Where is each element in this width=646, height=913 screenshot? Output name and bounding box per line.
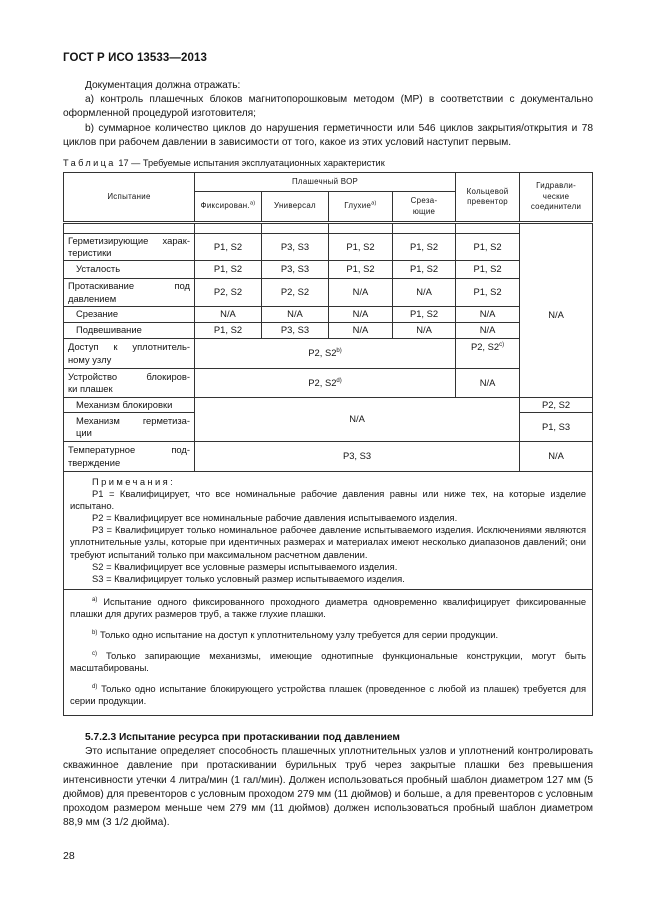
notes-title: Примечания: — [92, 476, 176, 487]
table-caption-word: Таблица — [63, 158, 116, 168]
note-s3: S3 = Квалифицирует только условный размер испытываемого изделия. — [92, 572, 405, 584]
cell-value: Р3, S3 — [262, 234, 329, 261]
header-shear: Среза- ющие — [393, 192, 456, 223]
section-heading: 5.7.2.3 Испытание ресурса при протаскивании под давлением — [85, 732, 400, 743]
cell-value: Р2, S2 — [262, 279, 329, 307]
table-row — [64, 323, 593, 339]
row-name-locking: Механизм блокировки — [64, 398, 195, 413]
header-test: Испытание — [64, 173, 195, 223]
cell-value: N/A — [393, 279, 456, 307]
cell-value: Р1, S2 — [195, 234, 262, 261]
intro-block — [63, 79, 593, 150]
hydraulic-na-merged: N/A — [520, 234, 593, 398]
row-name-shearing: Срезание — [64, 307, 195, 323]
footnote-a: $^{а)}$ Испытание одного фиксированного проходного диаметра одновременно квалифицирует фиксированные плашки для других размеров труб, а также глухие плашки. — [70, 595, 587, 619]
table-caption — [63, 158, 385, 168]
row-name-temperature: Температурное под- тверждение — [64, 442, 195, 472]
cell-value: N/A — [262, 307, 329, 323]
cell-value: N/A — [520, 442, 593, 472]
cell-value: N/A — [393, 323, 456, 339]
footnote-d: $^{d)}$ Только одно испытание блокирующего устройства плашек (проведенное с любой из плашек) требуется для серии продукции. — [70, 683, 587, 707]
document-header: ГОСТ Р ИСО 13533—2013 — [63, 52, 208, 64]
footnote-b: $^{b)}$ Только одно испытание на доступ к уплотнительному узлу требуется для серии продукции. — [92, 629, 499, 641]
row-name-stripping: Протаскивание под давлением — [64, 279, 195, 307]
cell-value: N/A — [329, 279, 393, 307]
note-p1: Р1 = Квалифицирует, что все номинальные рабочие давления равны или ниже тех, на которые изделие испытано. — [70, 488, 587, 512]
cell-value: N/A — [329, 307, 393, 323]
header-blind: Глухие$^{а)}$ — [329, 192, 393, 223]
note-p2: Р2 = Квалифицирует все номинальные рабочие давления испытываемого изделия. — [92, 512, 458, 524]
cell-value: Р1, S2 — [393, 261, 456, 279]
header-ram-bop: Плашечный ВОР — [195, 173, 456, 192]
cell-value: N/A — [456, 323, 520, 339]
section-5-7-2-3 — [63, 731, 593, 830]
header-fixed: Фиксирован.$^{а)}$ — [195, 192, 262, 223]
table-footnotes-row — [64, 589, 593, 715]
cell-value: Р1, S2 — [393, 234, 456, 261]
intro-item-b: b) суммарное количество циклов до нарушения герметичности или 546 циклов закрытия/открытия и 78 циклов при рабочем давлении в зависимости от того, какое из этих условий наступит первым. — [63, 122, 593, 148]
row-name-sealing: Герметизирующие харак- теристики — [64, 234, 195, 261]
table-row — [64, 307, 593, 323]
table-row — [64, 339, 593, 369]
cell-value: N/A — [195, 307, 262, 323]
table-notes — [64, 472, 593, 590]
performance-test-table — [63, 172, 593, 716]
cell-value: Р3, S3 — [262, 323, 329, 339]
table-row — [64, 442, 593, 472]
table-caption-text: 17 — Требуемые испытания эксплуатационных характеристик — [118, 158, 385, 168]
row-name-ram-locking: Устройство блокиров- ки плашек — [64, 369, 195, 398]
note-p3: Р3 = Квалифицирует только номинальное рабочее давление испытываемого изделия. Исключениями являются уплотнительные узлы, которые при идентичных размерах и материалах имеют несколько диапазонов давлений; они требуют испытаний только при максимальном расчетном давлении. — [70, 524, 587, 560]
cell-value: Р1, S2 — [329, 234, 393, 261]
cell-value: Р1, S2 — [195, 323, 262, 339]
cell-value: Р3, S3 — [195, 442, 520, 472]
intro-item-a: а) контроль плашечных блоков магнитопорошковым методом (МР) в соответствии с документально оформленной процедурой изготовителя; — [63, 94, 593, 120]
cell-value: Р1, S3 — [520, 413, 593, 442]
table-row — [64, 398, 593, 413]
page-number: 28 — [63, 850, 75, 862]
table-row — [64, 261, 593, 279]
cell-value: Р1, S2 — [195, 261, 262, 279]
cell-value: Р2, $S2^{с)}$ — [456, 339, 520, 369]
cell-value: N/A — [329, 323, 393, 339]
cell-value: Р1, S2 — [456, 279, 520, 307]
row-name-sealing-mech: Механизм герметиза- ции — [64, 413, 195, 442]
cell-value: Р2, S2 — [195, 279, 262, 307]
mechanisms-na-merged: N/A — [195, 398, 520, 442]
cell-value: N/A — [456, 369, 520, 398]
cell-value: Р1, S2 — [456, 261, 520, 279]
intro-lead: Документация должна отражать: — [85, 80, 241, 91]
table-row — [64, 234, 593, 261]
note-s2: S2 = Квалифицирует все условные размеры испытываемого изделия. — [92, 560, 398, 572]
footnote-c: $^{с)}$ Только запирающие механизмы, имеющие однотипные функциональные конструкции, могут быть масштабированы. — [70, 650, 587, 674]
table-notes-row — [64, 472, 593, 590]
table-row — [64, 369, 593, 398]
cell-value: Р1, S2 — [393, 307, 456, 323]
table-footnotes — [64, 589, 593, 715]
row-name-seal-access: Доступ к уплотнитель- ному узлу — [64, 339, 195, 369]
cell-value: Р2, S2$^{b)}$ — [195, 339, 456, 369]
row-name-fatigue: Усталость — [64, 261, 195, 279]
header-annular: Кольцевой превентор — [456, 173, 520, 223]
header-hydraulic: Гидравли- ческие соединители — [520, 173, 593, 223]
cell-value: Р3, S3 — [262, 261, 329, 279]
row-name-hangoff: Подвешивание — [64, 323, 195, 339]
cell-value: Р1, S2 — [329, 261, 393, 279]
table-row — [64, 279, 593, 307]
cell-value: Р2, S2$^{d)}$ — [195, 369, 456, 398]
cell-value: Р1, S2 — [456, 234, 520, 261]
cell-value: N/A — [456, 307, 520, 323]
header-universal: Универсал — [262, 192, 329, 223]
cell-value: Р2, S2 — [520, 398, 593, 413]
section-body: Это испытание определяет способность плашечных уплотнительных узлов и уплотнений контролировать скважинное давление при протаскивании бурильных труб через закрытые плашки без превышения интенсивности утечки 4 литра/мин (1 гал/мин). Должен использоваться пробный шаблон диаметром 127 мм (5 дюймов) для превенторов с условным проходом 279 мм (11 дюймов) и больше, а для превенторов с условным проходом размером меньше чем 279 мм (11 дюймов) должен использоваться пробный шаблон диаметром 88,9 мм (3 1/2 дюйма). — [63, 746, 593, 829]
